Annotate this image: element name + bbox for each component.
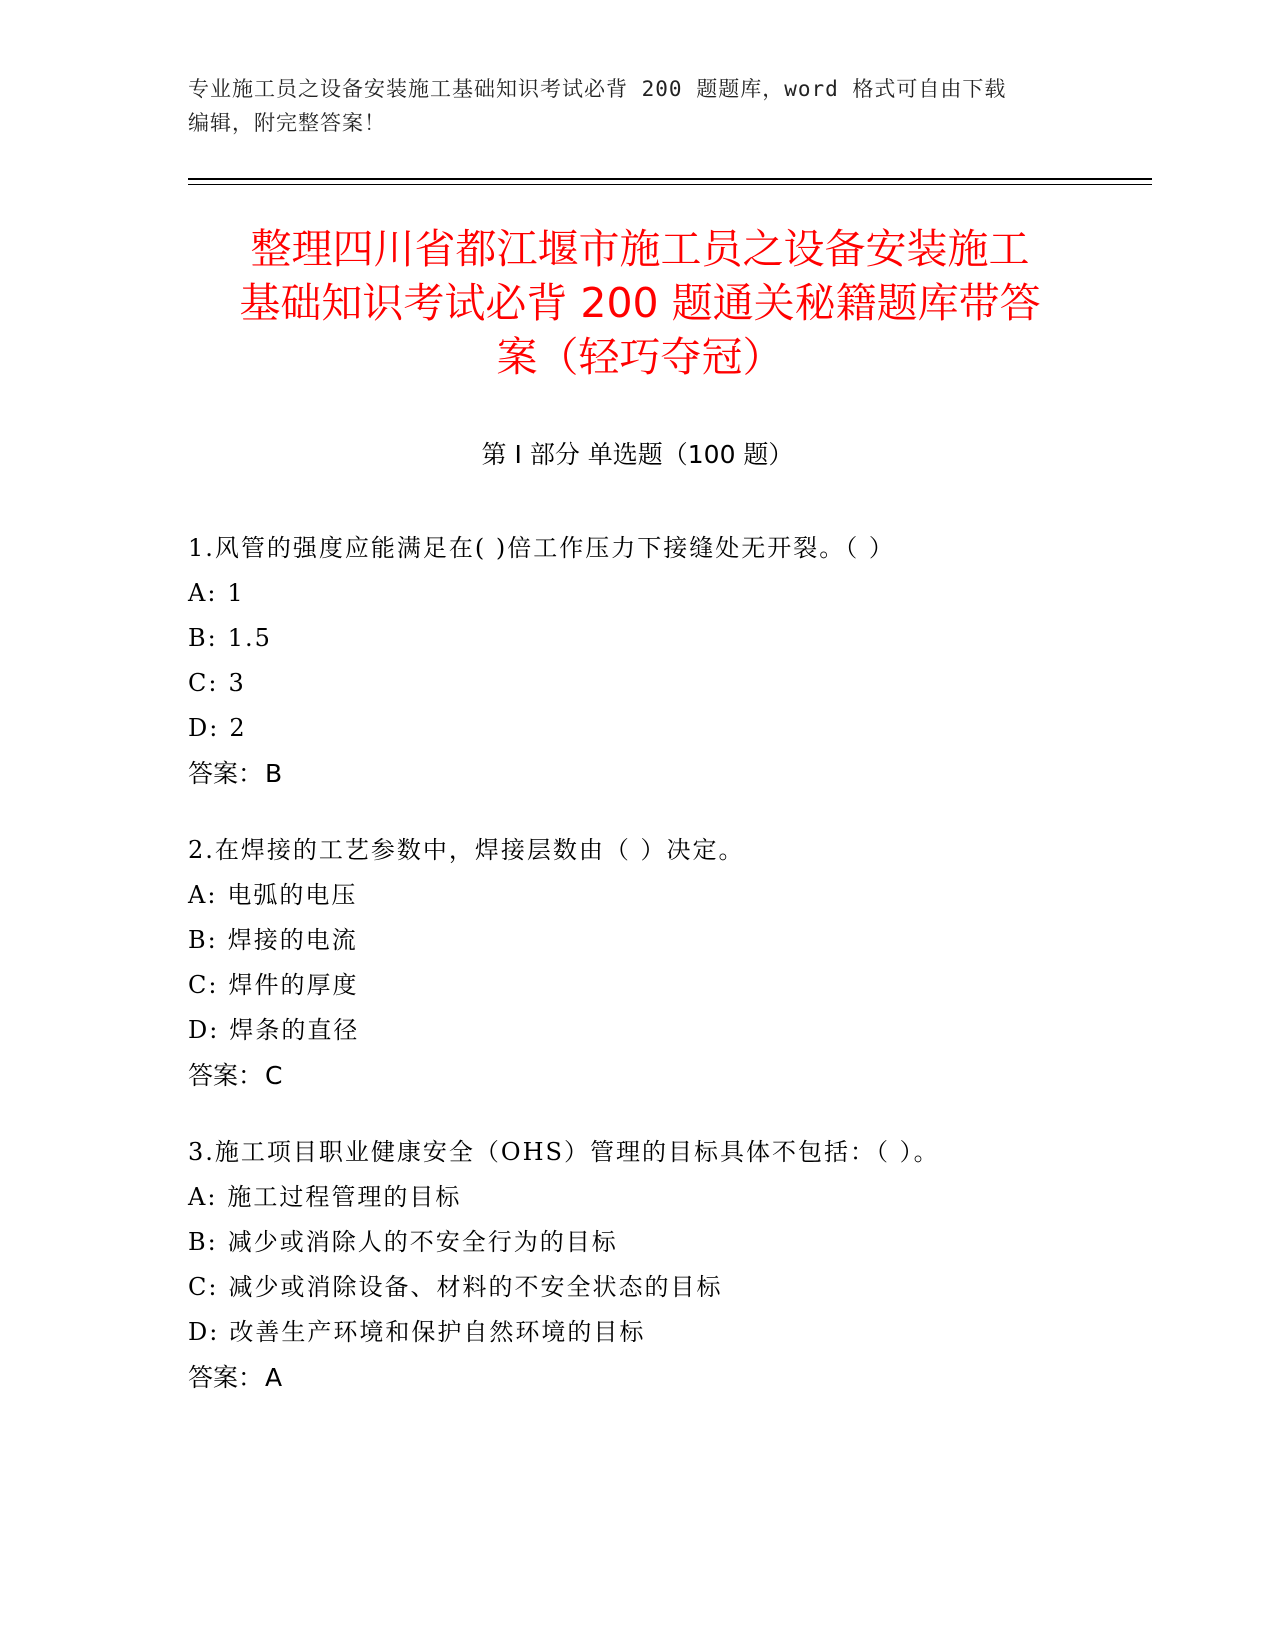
- option-a: [188, 873, 1148, 918]
- option-d: [188, 1008, 1148, 1053]
- option-letter: B:: [188, 1228, 218, 1256]
- answer-value: B: [265, 759, 283, 788]
- option-text: 减少或消除人的不安全行为的目标: [227, 1228, 618, 1256]
- option-text: 焊接的电流: [227, 926, 358, 954]
- option-a: [188, 1175, 1148, 1220]
- document-title: [190, 222, 1090, 384]
- option-letter: A:: [188, 881, 218, 909]
- option-d: [188, 706, 1148, 751]
- option-letter: D:: [188, 1016, 220, 1044]
- option-letter: B:: [188, 926, 218, 954]
- option-letter: A:: [188, 1183, 218, 1211]
- header-note-line-1: 专业施工员之设备安装施工基础知识考试必背 200 题题库，word 格式可自由下载: [188, 77, 1007, 101]
- option-letter: D:: [188, 1318, 220, 1346]
- option-letter: C:: [188, 1273, 219, 1301]
- question-stem: 1.风管的强度应能满足在( )倍工作压力下接缝处无开裂。（ ）: [188, 534, 895, 562]
- option-d: [188, 1310, 1148, 1355]
- answer-label: 答案：: [188, 759, 264, 788]
- answer-label: 答案：: [188, 1061, 264, 1090]
- document-title-line-2: 基础知识考试必背 200 题通关秘籍题库带答: [239, 279, 1041, 327]
- document-title-line-1: 整理四川省都江堰市施工员之设备安装施工: [250, 225, 1030, 273]
- option-letter: C:: [188, 669, 219, 697]
- answer-value: A: [265, 1363, 283, 1392]
- option-b: [188, 1220, 1148, 1265]
- question-stem: 2.在焊接的工艺参数中，焊接层数由（ ）决定。: [188, 836, 745, 864]
- option-text: 焊条的直径: [229, 1016, 360, 1044]
- option-text: 电弧的电压: [227, 881, 358, 909]
- option-text: 3: [228, 669, 246, 697]
- question-item: [188, 1130, 1148, 1400]
- answer-value: C: [265, 1061, 283, 1090]
- option-letter: A:: [188, 579, 218, 607]
- option-c: [188, 963, 1148, 1008]
- option-c: [188, 661, 1148, 706]
- option-text: 施工过程管理的目标: [227, 1183, 462, 1211]
- option-text: 1: [227, 579, 245, 607]
- option-text: 焊件的厚度: [228, 971, 359, 999]
- answer-line: [188, 1355, 1148, 1400]
- option-b: [188, 918, 1148, 963]
- option-c: [188, 1265, 1148, 1310]
- document-title-line-3: 案（轻巧夺冠）: [496, 333, 784, 381]
- option-b: [188, 616, 1148, 661]
- header-note: [188, 72, 1088, 140]
- option-a: [188, 571, 1148, 616]
- option-letter: D:: [188, 714, 220, 742]
- question-stem: 3.施工项目职业健康安全（OHS）管理的目标具体不包括：（ ）。: [188, 1138, 940, 1166]
- question-item: [188, 828, 1148, 1098]
- option-letter: C:: [188, 971, 219, 999]
- option-text: 改善生产环境和保护自然环境的目标: [229, 1318, 646, 1346]
- option-letter: B:: [188, 624, 218, 652]
- option-text: 1.5: [227, 624, 272, 652]
- header-note-line-2: 编辑，附完整答案！: [188, 111, 386, 135]
- answer-label: 答案：: [188, 1363, 264, 1392]
- option-text: 减少或消除设备、材料的不安全状态的目标: [228, 1273, 723, 1301]
- option-text: 2: [229, 714, 247, 742]
- header-divider-thin: [188, 184, 1152, 185]
- answer-line: [188, 751, 1148, 796]
- header-divider-thick: [188, 178, 1152, 180]
- question-item: [188, 526, 1148, 796]
- question-list: [188, 526, 1148, 1432]
- answer-line: [188, 1053, 1148, 1098]
- section-heading: 第 I 部分 单选题（100 题）: [481, 440, 794, 469]
